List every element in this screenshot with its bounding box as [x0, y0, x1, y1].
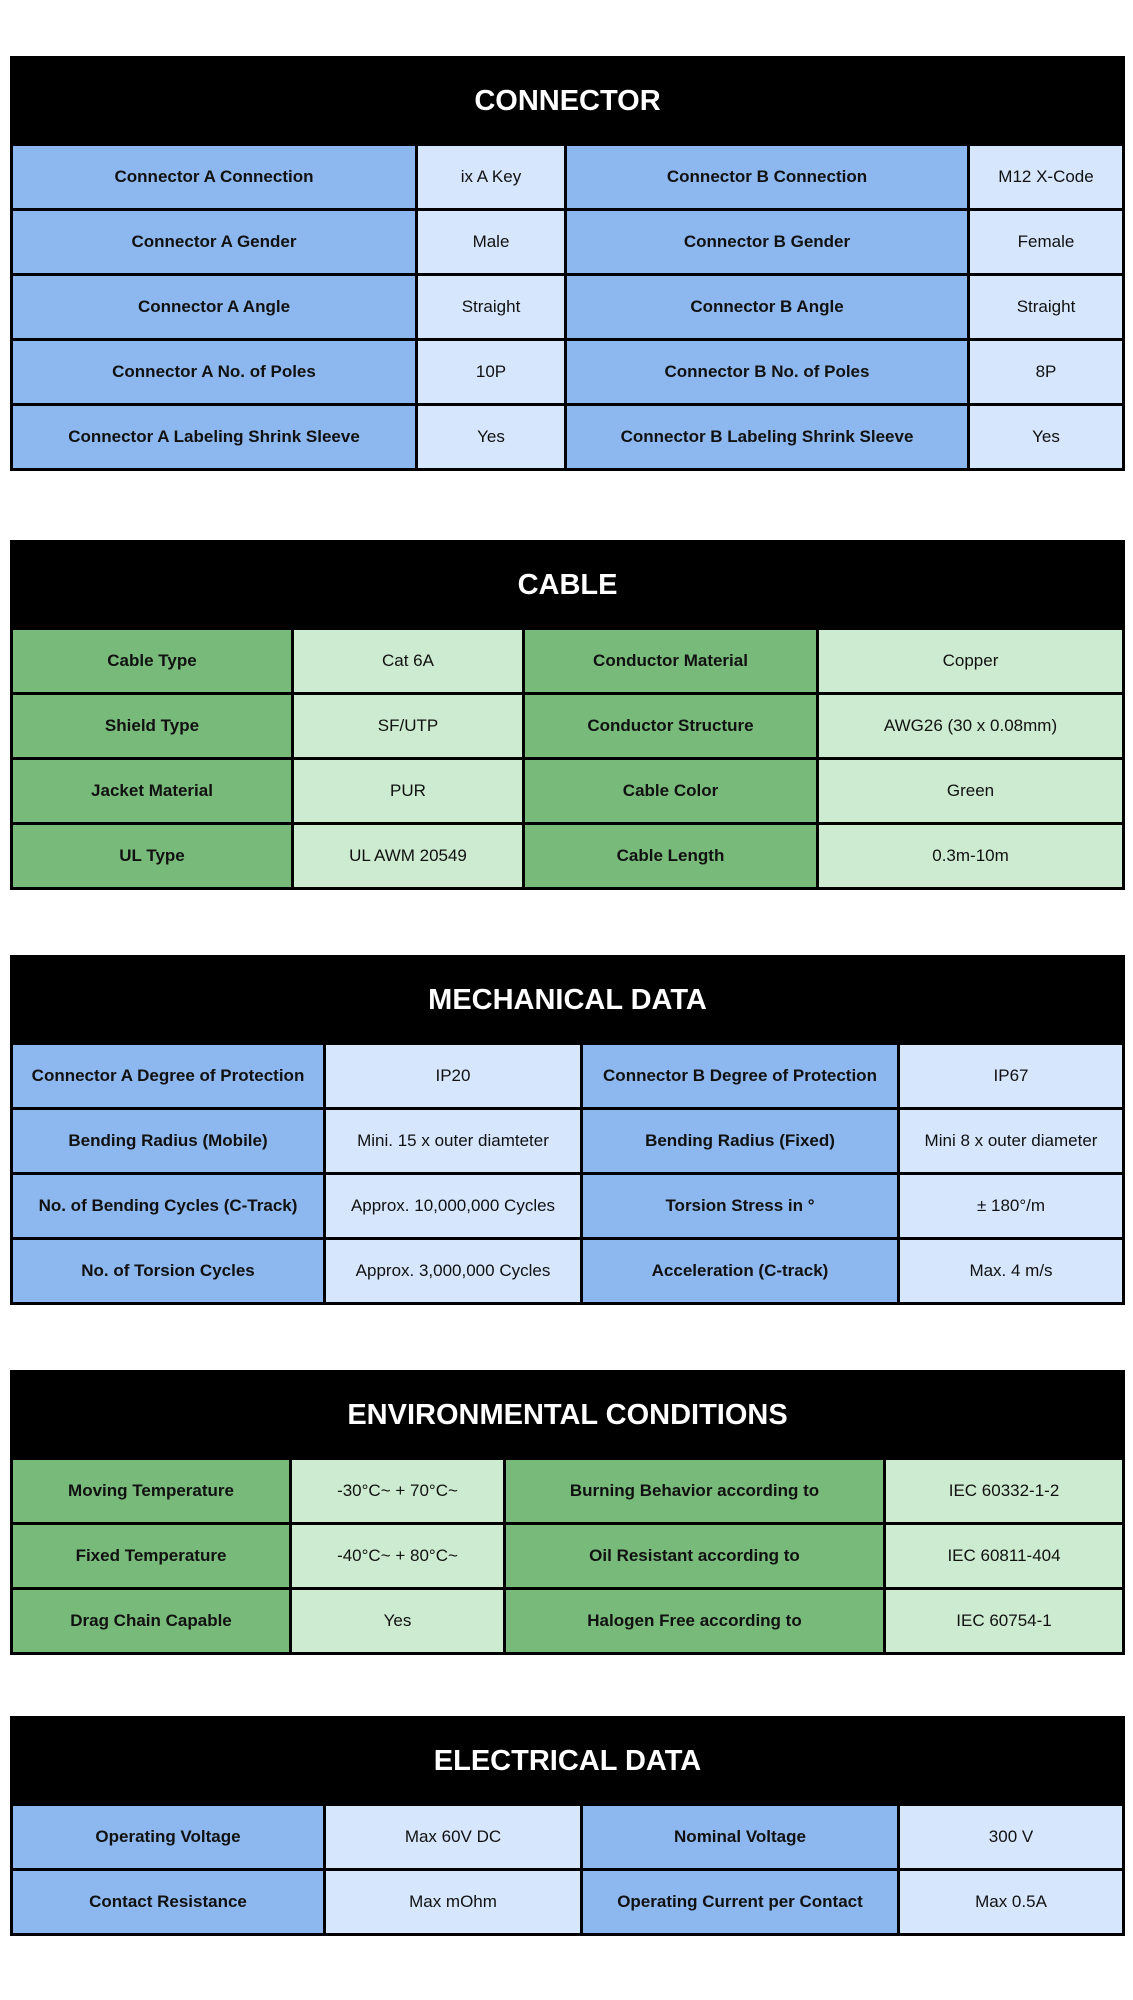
spec-value: -30°C~ + 70°C~ [291, 1459, 505, 1524]
table-row [12, 1870, 1124, 1935]
spec-label: Connector A Labeling Shrink Sleeve [12, 405, 417, 470]
spec-label: Burning Behavior according to [505, 1459, 885, 1524]
spec-label: Fixed Temperature [12, 1524, 291, 1589]
spec-value: 8P [969, 340, 1124, 405]
spec-value: 300 V [899, 1805, 1124, 1870]
spec-label: Bending Radius (Mobile) [12, 1109, 325, 1174]
spec-value: Male [417, 210, 566, 275]
spec-label: Connector B Angle [566, 275, 969, 340]
spec-value: PUR [293, 759, 524, 824]
cable-table [10, 540, 1125, 890]
spec-value: Mini 8 x outer diameter [899, 1109, 1124, 1174]
spec-value: SF/UTP [293, 694, 524, 759]
spec-value: ± 180°/m [899, 1174, 1124, 1239]
spec-value: IP67 [899, 1044, 1124, 1109]
spec-label: Connector A Connection [12, 145, 417, 210]
spec-value: -40°C~ + 80°C~ [291, 1524, 505, 1589]
electrical-title: ELECTRICAL DATA [12, 1718, 1124, 1805]
spec-label: Acceleration (C-track) [582, 1239, 899, 1304]
spec-label: No. of Bending Cycles (C-Track) [12, 1174, 325, 1239]
spec-value: UL AWM 20549 [293, 824, 524, 889]
spec-value: Female [969, 210, 1124, 275]
spec-label: Connector B Degree of Protection [582, 1044, 899, 1109]
table-row [12, 340, 1124, 405]
environmental-title: ENVIRONMENTAL CONDITIONS [12, 1372, 1124, 1459]
spec-label: Connector B Connection [566, 145, 969, 210]
spec-label: Connector B Gender [566, 210, 969, 275]
spec-value: ix A Key [417, 145, 566, 210]
spec-label: No. of Torsion Cycles [12, 1239, 325, 1304]
spec-label: Oil Resistant according to [505, 1524, 885, 1589]
spec-value: IEC 60811-404 [885, 1524, 1124, 1589]
table-row [12, 1109, 1124, 1174]
spec-label: Operating Current per Contact [582, 1870, 899, 1935]
spec-value: Straight [969, 275, 1124, 340]
environmental-table [10, 1370, 1125, 1655]
spec-value: M12 X-Code [969, 145, 1124, 210]
spec-label: Connector B Labeling Shrink Sleeve [566, 405, 969, 470]
spec-label: Halogen Free according to [505, 1589, 885, 1654]
spec-label: Cable Color [524, 759, 818, 824]
table-row [12, 145, 1124, 210]
connector-table [10, 56, 1125, 471]
mechanical-title: MECHANICAL DATA [12, 957, 1124, 1044]
table-row [12, 694, 1124, 759]
table-row [12, 1589, 1124, 1654]
table-row [12, 1044, 1124, 1109]
spec-value: IP20 [325, 1044, 582, 1109]
spec-label: Cable Length [524, 824, 818, 889]
spec-value: AWG26 (30 x 0.08mm) [818, 694, 1124, 759]
spec-value: Max 60V DC [325, 1805, 582, 1870]
spec-value: 10P [417, 340, 566, 405]
table-row [12, 1239, 1124, 1304]
spec-value: Mini. 15 x outer diamteter [325, 1109, 582, 1174]
spec-label: Connector A Angle [12, 275, 417, 340]
spec-value: Max 0.5A [899, 1870, 1124, 1935]
mechanical-table [10, 955, 1125, 1305]
spec-label: Torsion Stress in ° [582, 1174, 899, 1239]
spec-label: Connector A No. of Poles [12, 340, 417, 405]
spec-value: Max. 4 m/s [899, 1239, 1124, 1304]
spec-value: Yes [969, 405, 1124, 470]
connector-title: CONNECTOR [12, 58, 1124, 145]
spec-label: Conductor Material [524, 629, 818, 694]
spec-value: Green [818, 759, 1124, 824]
spec-label: Drag Chain Capable [12, 1589, 291, 1654]
spec-value: IEC 60332-1-2 [885, 1459, 1124, 1524]
cable-title: CABLE [12, 542, 1124, 629]
spec-label: UL Type [12, 824, 293, 889]
spec-value: Yes [417, 405, 566, 470]
spec-label: Connector A Gender [12, 210, 417, 275]
spec-label: Cable Type [12, 629, 293, 694]
table-row [12, 824, 1124, 889]
table-row [12, 1524, 1124, 1589]
spec-value: Straight [417, 275, 566, 340]
table-row [12, 1459, 1124, 1524]
spec-value: Yes [291, 1589, 505, 1654]
table-row [12, 629, 1124, 694]
spec-label: Connector B No. of Poles [566, 340, 969, 405]
spec-value: Approx. 10,000,000 Cycles [325, 1174, 582, 1239]
spec-value: Max mOhm [325, 1870, 582, 1935]
table-row [12, 1805, 1124, 1870]
spec-label: Connector A Degree of Protection [12, 1044, 325, 1109]
spec-value: Copper [818, 629, 1124, 694]
spec-value: 0.3m-10m [818, 824, 1124, 889]
table-row [12, 405, 1124, 470]
spec-label: Nominal Voltage [582, 1805, 899, 1870]
table-row [12, 1174, 1124, 1239]
spec-label: Shield Type [12, 694, 293, 759]
spec-value: Cat 6A [293, 629, 524, 694]
table-row [12, 759, 1124, 824]
table-row [12, 210, 1124, 275]
electrical-table [10, 1716, 1125, 1936]
spec-label: Operating Voltage [12, 1805, 325, 1870]
spec-value: IEC 60754-1 [885, 1589, 1124, 1654]
spec-label: Contact Resistance [12, 1870, 325, 1935]
spec-label: Jacket Material [12, 759, 293, 824]
spec-value: Approx. 3,000,000 Cycles [325, 1239, 582, 1304]
table-row [12, 275, 1124, 340]
spec-label: Conductor Structure [524, 694, 818, 759]
spec-label: Moving Temperature [12, 1459, 291, 1524]
spec-label: Bending Radius (Fixed) [582, 1109, 899, 1174]
